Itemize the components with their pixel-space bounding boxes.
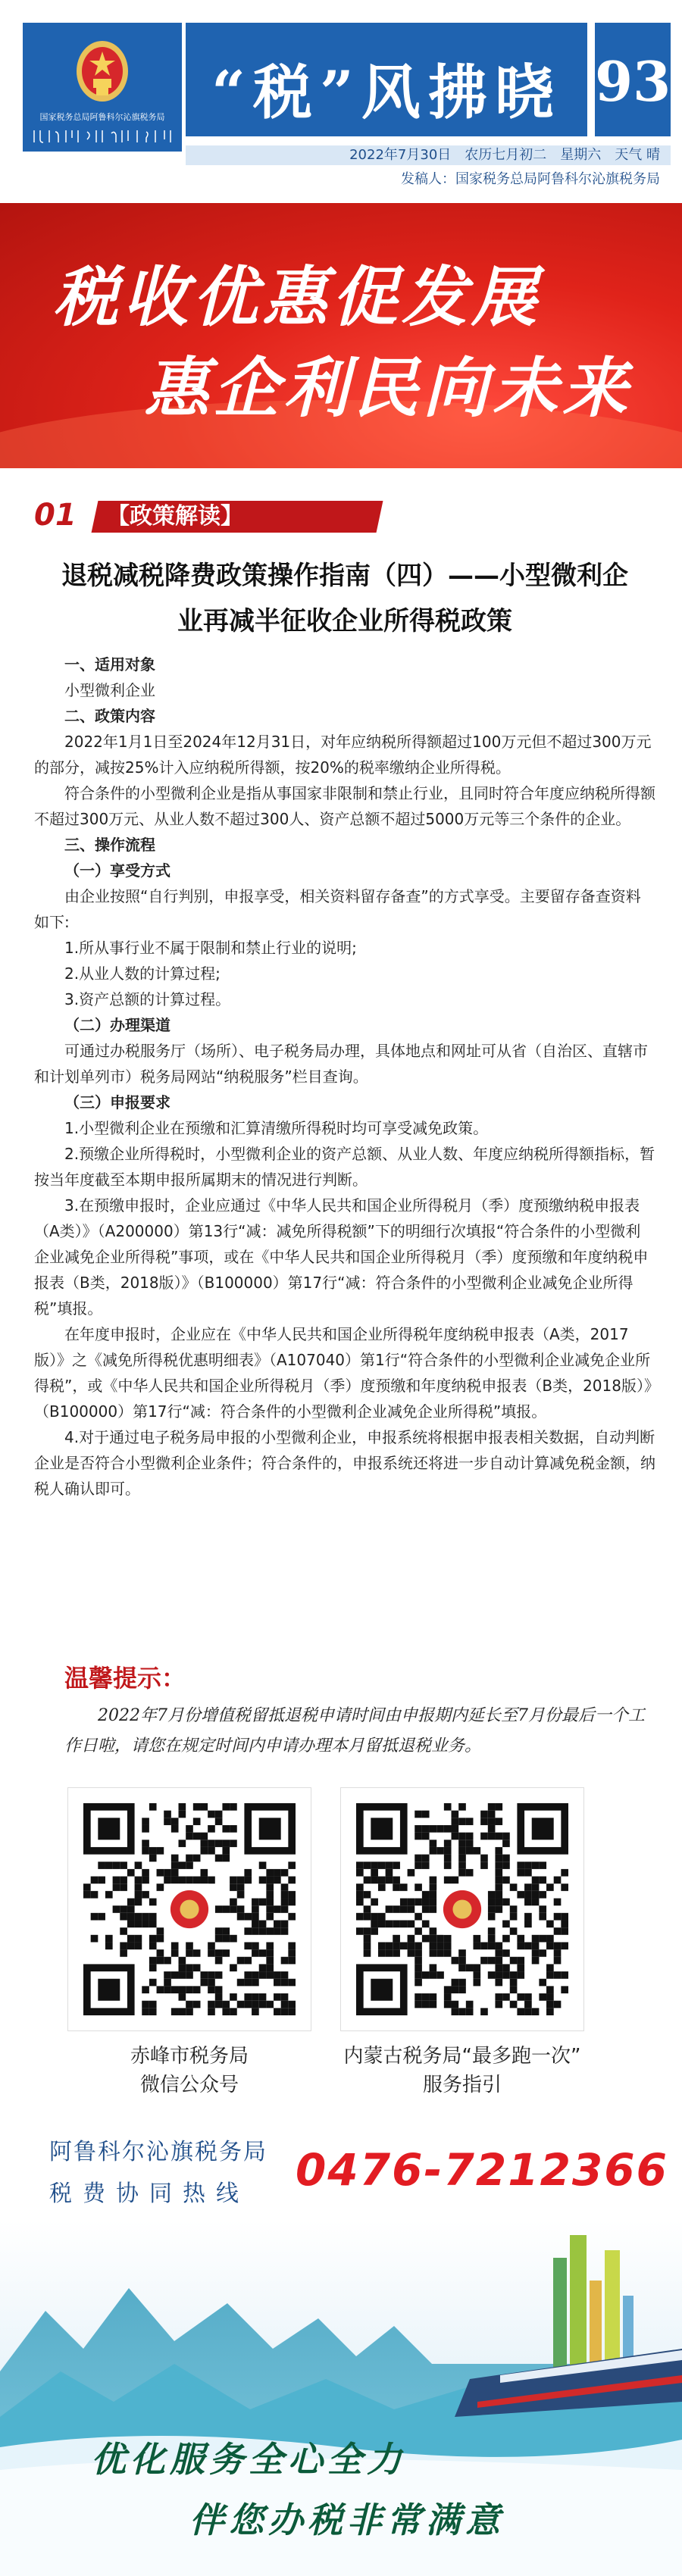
publisher <box>186 168 671 191</box>
article-paragraph: 由企业按照“自行判别，申报享受，相关资料留存备查”的方式享受。主要留存备查资料如下: <box>34 887 641 931</box>
qr-caption-2-line-2: 服务指引 <box>422 2074 502 2096</box>
article-heading: 三、操作流程 <box>64 836 155 854</box>
article-paragraph: 1.所从事行业不属于限制和禁止行业的说明; <box>64 939 357 957</box>
banner-headline-2: 惠企利民向未来 <box>144 351 632 427</box>
article-paragraph: 1.小型微利企业在预缴和汇算清缴所得税时均可享受减免政策。 <box>64 1119 489 1137</box>
section-label-text: 【政策解读】 <box>107 503 243 530</box>
paper-title-panel <box>186 23 587 136</box>
article-paragraph: 2.预缴企业所得税时，小型微利企业的资产总额、从业人数、年度应纳税所得额指标，暂按当年度截至本期申报所属期末的情况进行判断。 <box>34 1145 655 1189</box>
section-label <box>92 501 383 533</box>
article-title-line-1: 退税减税降费政策操作指南（四）——小型微利企 <box>61 561 628 591</box>
article-paragraph: 2022年1月1日至2024年12月31日，对年应纳税所得额超过100万元但不超过300万元的部分，减按25%计入应纳税所得额，按20%的税率缴纳企业所得税。 <box>34 733 652 777</box>
article-heading: 一、适用对象 <box>64 655 155 674</box>
qr-caption-1-line-1: 赤峰市税务局 <box>130 2045 249 2068</box>
qr-code-service-guide[interactable] <box>341 1788 583 2030</box>
tips-title: 温馨提示： <box>64 1664 186 1693</box>
qr-caption-1 <box>68 2042 311 2099</box>
article-paragraph: 2.从业人数的计算过程; <box>64 964 221 983</box>
masthead <box>0 0 682 197</box>
article-paragraph: 在年度申报时，企业应在《中华人民共和国企业所得税年度纳税申报表（A类，2017版）》之《减免所得税优惠明细表》（A107040）第1行“符合条件的小型微利企业减免企业所得税”，或《中华人民共和国企业所得税月（季）度预缴和年度纳税申报表（B类，2018版）》（B100000）第17行“减：符合条件的小型微利企业减免企业所得税”填报。 <box>34 1325 652 1421</box>
emblem-caption: 国家税务总局阿鲁科尔沁旗税务局 <box>39 112 165 122</box>
hotline-number[interactable]: 0476-7212366 <box>296 2144 668 2196</box>
issue-number: 93 <box>595 49 671 114</box>
tips-text: 2022年7月份增值税留抵退税申请时间由申报期内延长至7月份最后一个工作日啦，请您在规定时间内申请办理本月留抵退税业务。 <box>64 1706 645 1755</box>
article-body <box>34 652 655 1502</box>
footer-slogan-1: 优化服务全心全力 <box>91 2439 406 2480</box>
publisher-text: 发稿人：国家税务总局阿鲁科尔沁旗税务局 <box>401 171 660 187</box>
hero-banner <box>0 203 682 468</box>
article-paragraph: 符合条件的小型微利企业是指从事国家非限制和禁止行业，且同时符合年度应纳税所得额不超过300万元、从业人数不超过300人、资产总额不超过5000万元等三个条件的企业。 <box>34 784 655 828</box>
tax-emblem-icon <box>72 38 133 106</box>
emblem-panel <box>23 23 182 152</box>
section-number: 01 <box>34 498 77 533</box>
article-heading: 二、政策内容 <box>64 707 155 725</box>
qr-code-chifeng-wechat[interactable] <box>68 1788 311 2030</box>
footer-slogan-2: 伴您办税非常满意 <box>189 2499 505 2540</box>
banner-headline-1: 税收优惠促发展 <box>53 260 541 336</box>
qr-code-icon <box>83 1803 296 2015</box>
article-paragraph: 可通过办税服务厅（场所）、电子税务局办理，具体地点和网址可从省（自治区、直辖市和计划单列市）税务局网站“纳税服务”栏目查询。 <box>34 1042 648 1086</box>
article-heading: （二）办理渠道 <box>64 1016 170 1034</box>
article-paragraph: 3.在预缴申报时，企业应通过《中华人民共和国企业所得税月（季）度预缴纳税申报表（A类）》（A200000）第13行“减：减免所得税额”下的明细行次填报“符合条件的小型微利企业减免企业所得税”事项，或在《中华人民共和国企业所得税月（季）度预缴和年度纳税申报表（B类，2018版）》（B100000）第17行“减：符合条件的小型微利企业减免企业所得税”填报。 <box>34 1196 649 1318</box>
article-heading: （三）申报要求 <box>64 1093 170 1111</box>
article-title <box>34 553 655 644</box>
date-bar <box>186 145 671 165</box>
paper-title: “税”风拂晓 <box>211 58 562 127</box>
qr-caption-1-line-2: 微信公众号 <box>139 2074 239 2096</box>
hotline-org: 阿鲁科尔沁旗税务局 <box>49 2139 267 2165</box>
article-paragraph: 4.对于通过电子税务局申报的小型微利企业，申报系统将根据申报表相关数据，自动判断企业是否符合小型微利企业条件；符合条件的，申报系统还将进一步自动计算减免税金额，纳税人确认即可。 <box>34 1428 655 1498</box>
article-heading: （一）享受方式 <box>64 861 170 880</box>
qr-caption-2-line-1: 内蒙古税务局“最多跑一次” <box>343 2045 581 2068</box>
issue-panel <box>595 23 671 136</box>
article-paragraph: 小型微利企业 <box>64 681 155 699</box>
article-paragraph: 3.资产总额的计算过程。 <box>64 990 231 1008</box>
qr-caption-2 <box>341 2042 583 2099</box>
hotline-label: 税费协同热线 <box>49 2181 249 2207</box>
mongolian-script-decoration <box>27 129 178 144</box>
qr-code-icon <box>356 1803 568 2015</box>
article-title-line-2: 业再减半征收企业所得税政策 <box>177 606 512 636</box>
date-text: 2022年7月30日 农历七月初二 星期六 天气 晴 <box>349 147 660 163</box>
